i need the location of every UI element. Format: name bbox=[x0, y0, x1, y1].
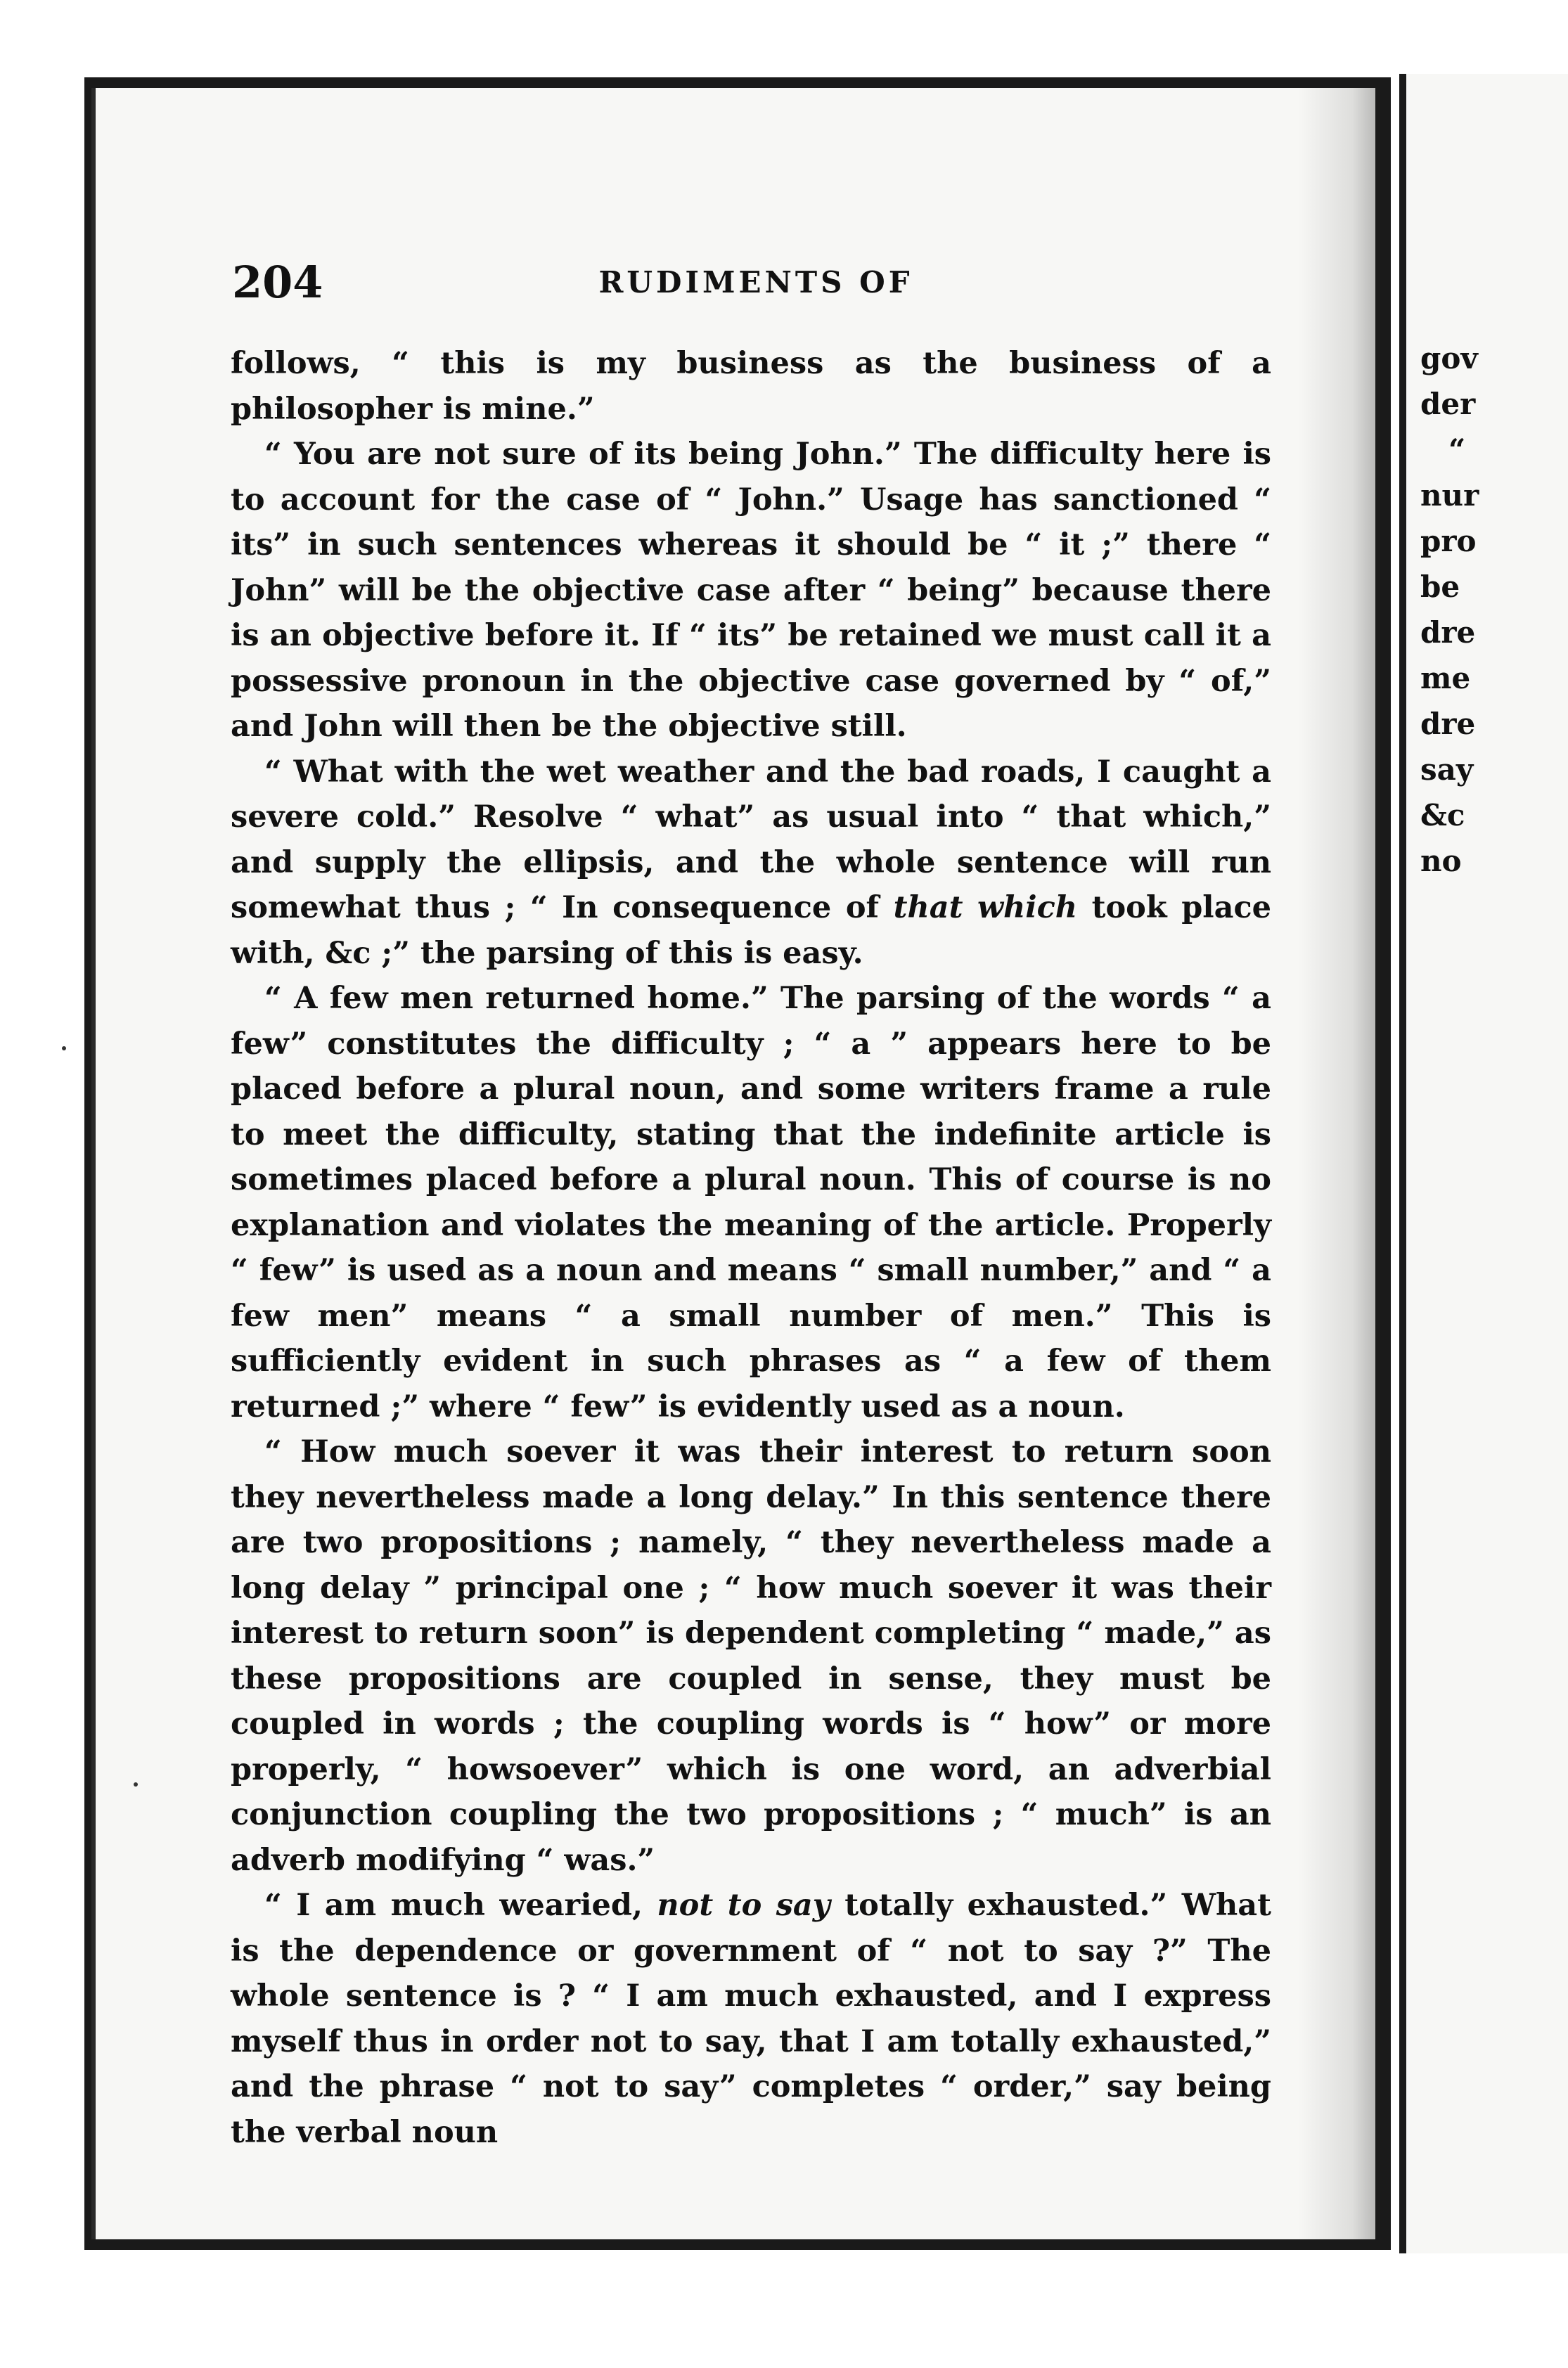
paragraph bbox=[231, 1883, 1271, 2155]
paragraph: follows, “ this is my business as the business of a philosopher is mine.” bbox=[231, 346, 1271, 427]
scan-speck bbox=[62, 1046, 66, 1050]
facing-page-fragment: &c bbox=[1420, 798, 1465, 832]
paragraph-text: took place with, &c ;” the parsing of this is easy. bbox=[231, 890, 1271, 971]
italic-phrase: not to say bbox=[657, 1888, 830, 1923]
facing-page-fragment: dre bbox=[1420, 615, 1476, 650]
facing-page-fragment: pro bbox=[1420, 524, 1477, 558]
facing-page-fragment: no bbox=[1420, 844, 1462, 878]
running-title: RUDIMENTS OF bbox=[598, 265, 913, 300]
gutter-shadow bbox=[1298, 88, 1375, 2239]
facing-page-fragment: be bbox=[1420, 570, 1460, 604]
scan-speck bbox=[134, 1782, 138, 1787]
page-header bbox=[232, 257, 1280, 306]
page-number: 204 bbox=[232, 257, 323, 308]
facing-page-fragment: me bbox=[1420, 661, 1471, 695]
paragraph bbox=[231, 749, 1271, 977]
paragraph: “ A few men returned home.” The parsing of the words “ a few” constitutes the difficulty ; “ a ” appears here to be placed before a plural noun, and some writers frame a rule to meet the difficulty, stating that the indefinite article is sometimes placed before a plural noun. This of course is no explanation and violates the meaning of the article. Properly “ few” is used as a noun and means “ small number,” and “ a few men” means “ a small number of men.” This is sufficiently evident in such phrases as “ a few of them returned ;” where “ few” is evidently used as a noun. bbox=[231, 981, 1271, 1424]
facing-page-fragment: der bbox=[1420, 387, 1476, 421]
body-text bbox=[231, 341, 1271, 2155]
facing-page-fragment: gov bbox=[1420, 341, 1478, 375]
paragraph-text: “ What with the wet weather and the bad roads, I caught a severe cold.” Resolve “ what” as usual into “ that which,” and supply the ellipsis, and the whole sentence will run somewhat thus ; “ In consequence of bbox=[231, 754, 1271, 925]
paragraph: “ You are not sure of its being John.” The difficulty here is to account for the case of “ John.” Usage has sanctioned “ its” in such sentences whereas it should be “ it ;” there “ John” will be the objective case after “ being” because there is an objective before it. If “ its” be retained we must call it a possessive pronoun in the objective case governed by “ of,” and John will then be the objective still. bbox=[231, 437, 1271, 744]
facing-page-fragment: say bbox=[1420, 752, 1474, 787]
facing-page-fragment: dre bbox=[1420, 707, 1476, 741]
paragraph-text: totally exhausted.” What is the dependence or government of “ not to say ?” The whole sentence is ? “ I am much exhausted, and I express myself thus in order not to say, that I am totally exhausted,” and the phrase “ not to say” completes “ order,” say being the verbal noun bbox=[231, 1888, 1271, 2150]
paragraph-text: “ I am much wearied, bbox=[264, 1888, 657, 1923]
paragraph: “ How much soever it was their interest to return soon they nevertheless made a long delay.” In this sentence there are two propositions ; namely, “ they nevertheless made a long delay ” principal one ; “ how much soever it was their interest to return soon” is dependent completing “ made,” as these propositions are coupled in sense, they must be coupled in words ; the coupling words is “ how” or more properly, “ howsoever” which is one word, an adverbial conjunction coupling the two propositions ; “ much” is an adverb modifying “ was.” bbox=[231, 1434, 1271, 1878]
facing-page-fragment: “ bbox=[1448, 432, 1466, 467]
facing-page bbox=[1399, 74, 1568, 2253]
facing-page-fragment: nur bbox=[1420, 478, 1479, 513]
italic-phrase: that which bbox=[893, 890, 1078, 925]
